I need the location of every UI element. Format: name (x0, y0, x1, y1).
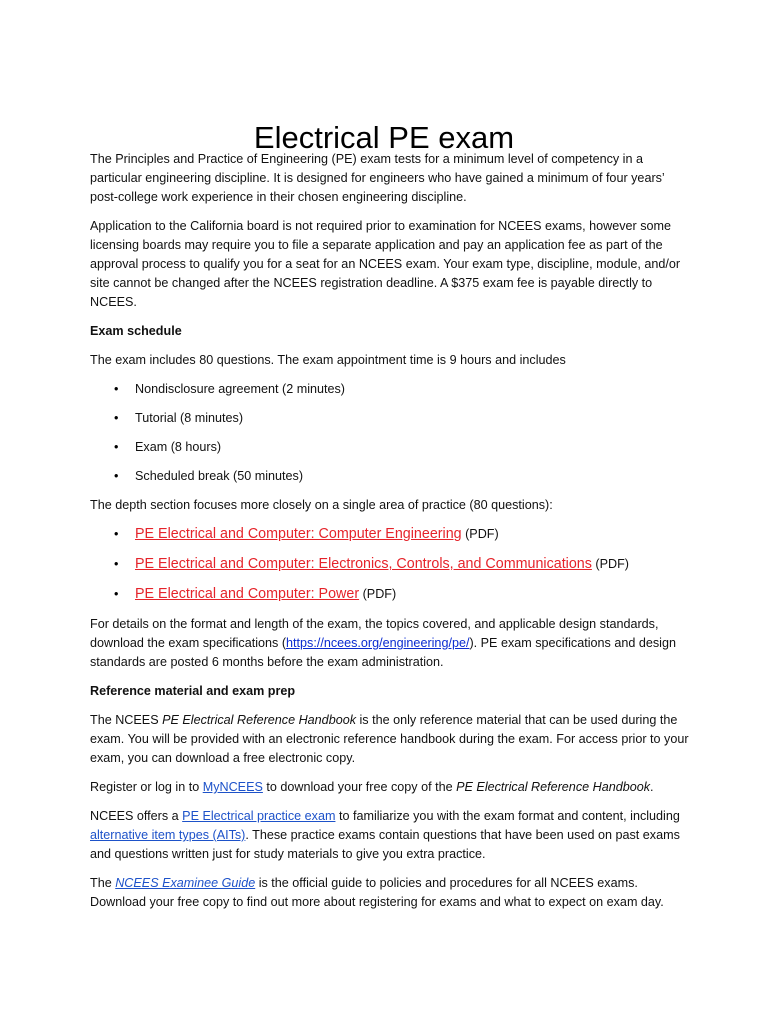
list-item (90, 555, 690, 575)
pdf-label: (PDF) (595, 557, 629, 571)
reference-heading: Reference material and exam prep (90, 684, 296, 698)
details-paragraph: For details on the format and length of the exam, the topics covered, and applicable design standards, download the exam specifications (https://ncees.org/engineering/pe/). PE exam specifications and design standards are posted 6 months before the exam administration. (90, 617, 676, 669)
document-body (90, 150, 690, 922)
page-title: Electrical PE exam (253, 119, 515, 155)
power-link[interactable]: PE Electrical and Computer: Power (135, 586, 360, 602)
schedule-list (90, 380, 690, 486)
exam-schedule-text: The exam includes 80 questions. The exam appointment time is 9 hours and includes (90, 353, 566, 367)
list-item (90, 525, 690, 545)
electronics-controls-link[interactable]: PE Electrical and Computer: Electronics, Controls, and Communications (135, 556, 592, 572)
pdf-label: (PDF) (465, 527, 499, 541)
depth-links-list (90, 525, 690, 605)
practice-exam-link[interactable]: PE Electrical practice exam (182, 809, 336, 823)
list-item: • Scheduled break (50 minutes) (90, 467, 690, 486)
list-item: • Exam (8 hours) (90, 438, 690, 457)
intro-paragraph: The Principles and Practice of Engineering (PE) exam tests for a minimum level of competency in a particular engineering discipline. It is designed for engineers who have gained a minimum of four years’ post-college work experience in their chosen engineering discipline. (90, 152, 665, 204)
myncees-link[interactable]: MyNCEES (202, 780, 263, 794)
computer-engineering-link[interactable]: PE Electrical and Computer: Computer Engineering (135, 526, 462, 542)
depth-text: The depth section focuses more closely on a single area of practice (80 questions): (90, 498, 553, 512)
list-item: • Tutorial (8 minutes) (90, 409, 690, 428)
exam-schedule-heading: Exam schedule (90, 324, 182, 338)
examinee-guide-paragraph: The NCEES Examinee Guide is the official guide to policies and procedures for all NCEES exams. Download your free copy to find out more about registering for exams and what to expect on exam day. (90, 876, 664, 909)
list-item (90, 585, 690, 605)
register-paragraph: Register or log in to MyNCEES to download your free copy of the PE Electrical Reference Handbook. (90, 780, 654, 794)
practice-exam-paragraph: NCEES offers a PE Electrical practice exam to familiarize you with the exam format and content, including alternative item types (AITs). These practice exams contain questions that have been used on past exams and questions written just for study materials to give you extra practice. (90, 809, 680, 861)
list-item: • Nondisclosure agreement (2 minutes) (90, 380, 690, 399)
examinee-guide-link[interactable]: NCEES Examinee Guide (115, 876, 256, 890)
alternative-item-types-link[interactable]: alternative item types (AITs) (90, 828, 246, 842)
exam-specifications-link[interactable]: https://ncees.org/engineering/pe/ (286, 636, 470, 650)
application-paragraph: Application to the California board is not required prior to examination for NCEES exams, however some licensing boards may require you to file a separate application and pay an application fee as part of the approval process to qualify you for a seat for an NCEES exam. Your exam type, discipline, module, and/or site cannot be changed after the NCEES registration deadline. A $375 exam fee is payable directly to NCEES. (90, 219, 681, 309)
reference-handbook-paragraph: The NCEES PE Electrical Reference Handbook is the only reference material that can be used during the exam. You will be provided with an electronic reference handbook during the exam. For access prior to your exam, you can download a free electronic copy. (90, 713, 689, 765)
pdf-label: (PDF) (362, 587, 397, 601)
